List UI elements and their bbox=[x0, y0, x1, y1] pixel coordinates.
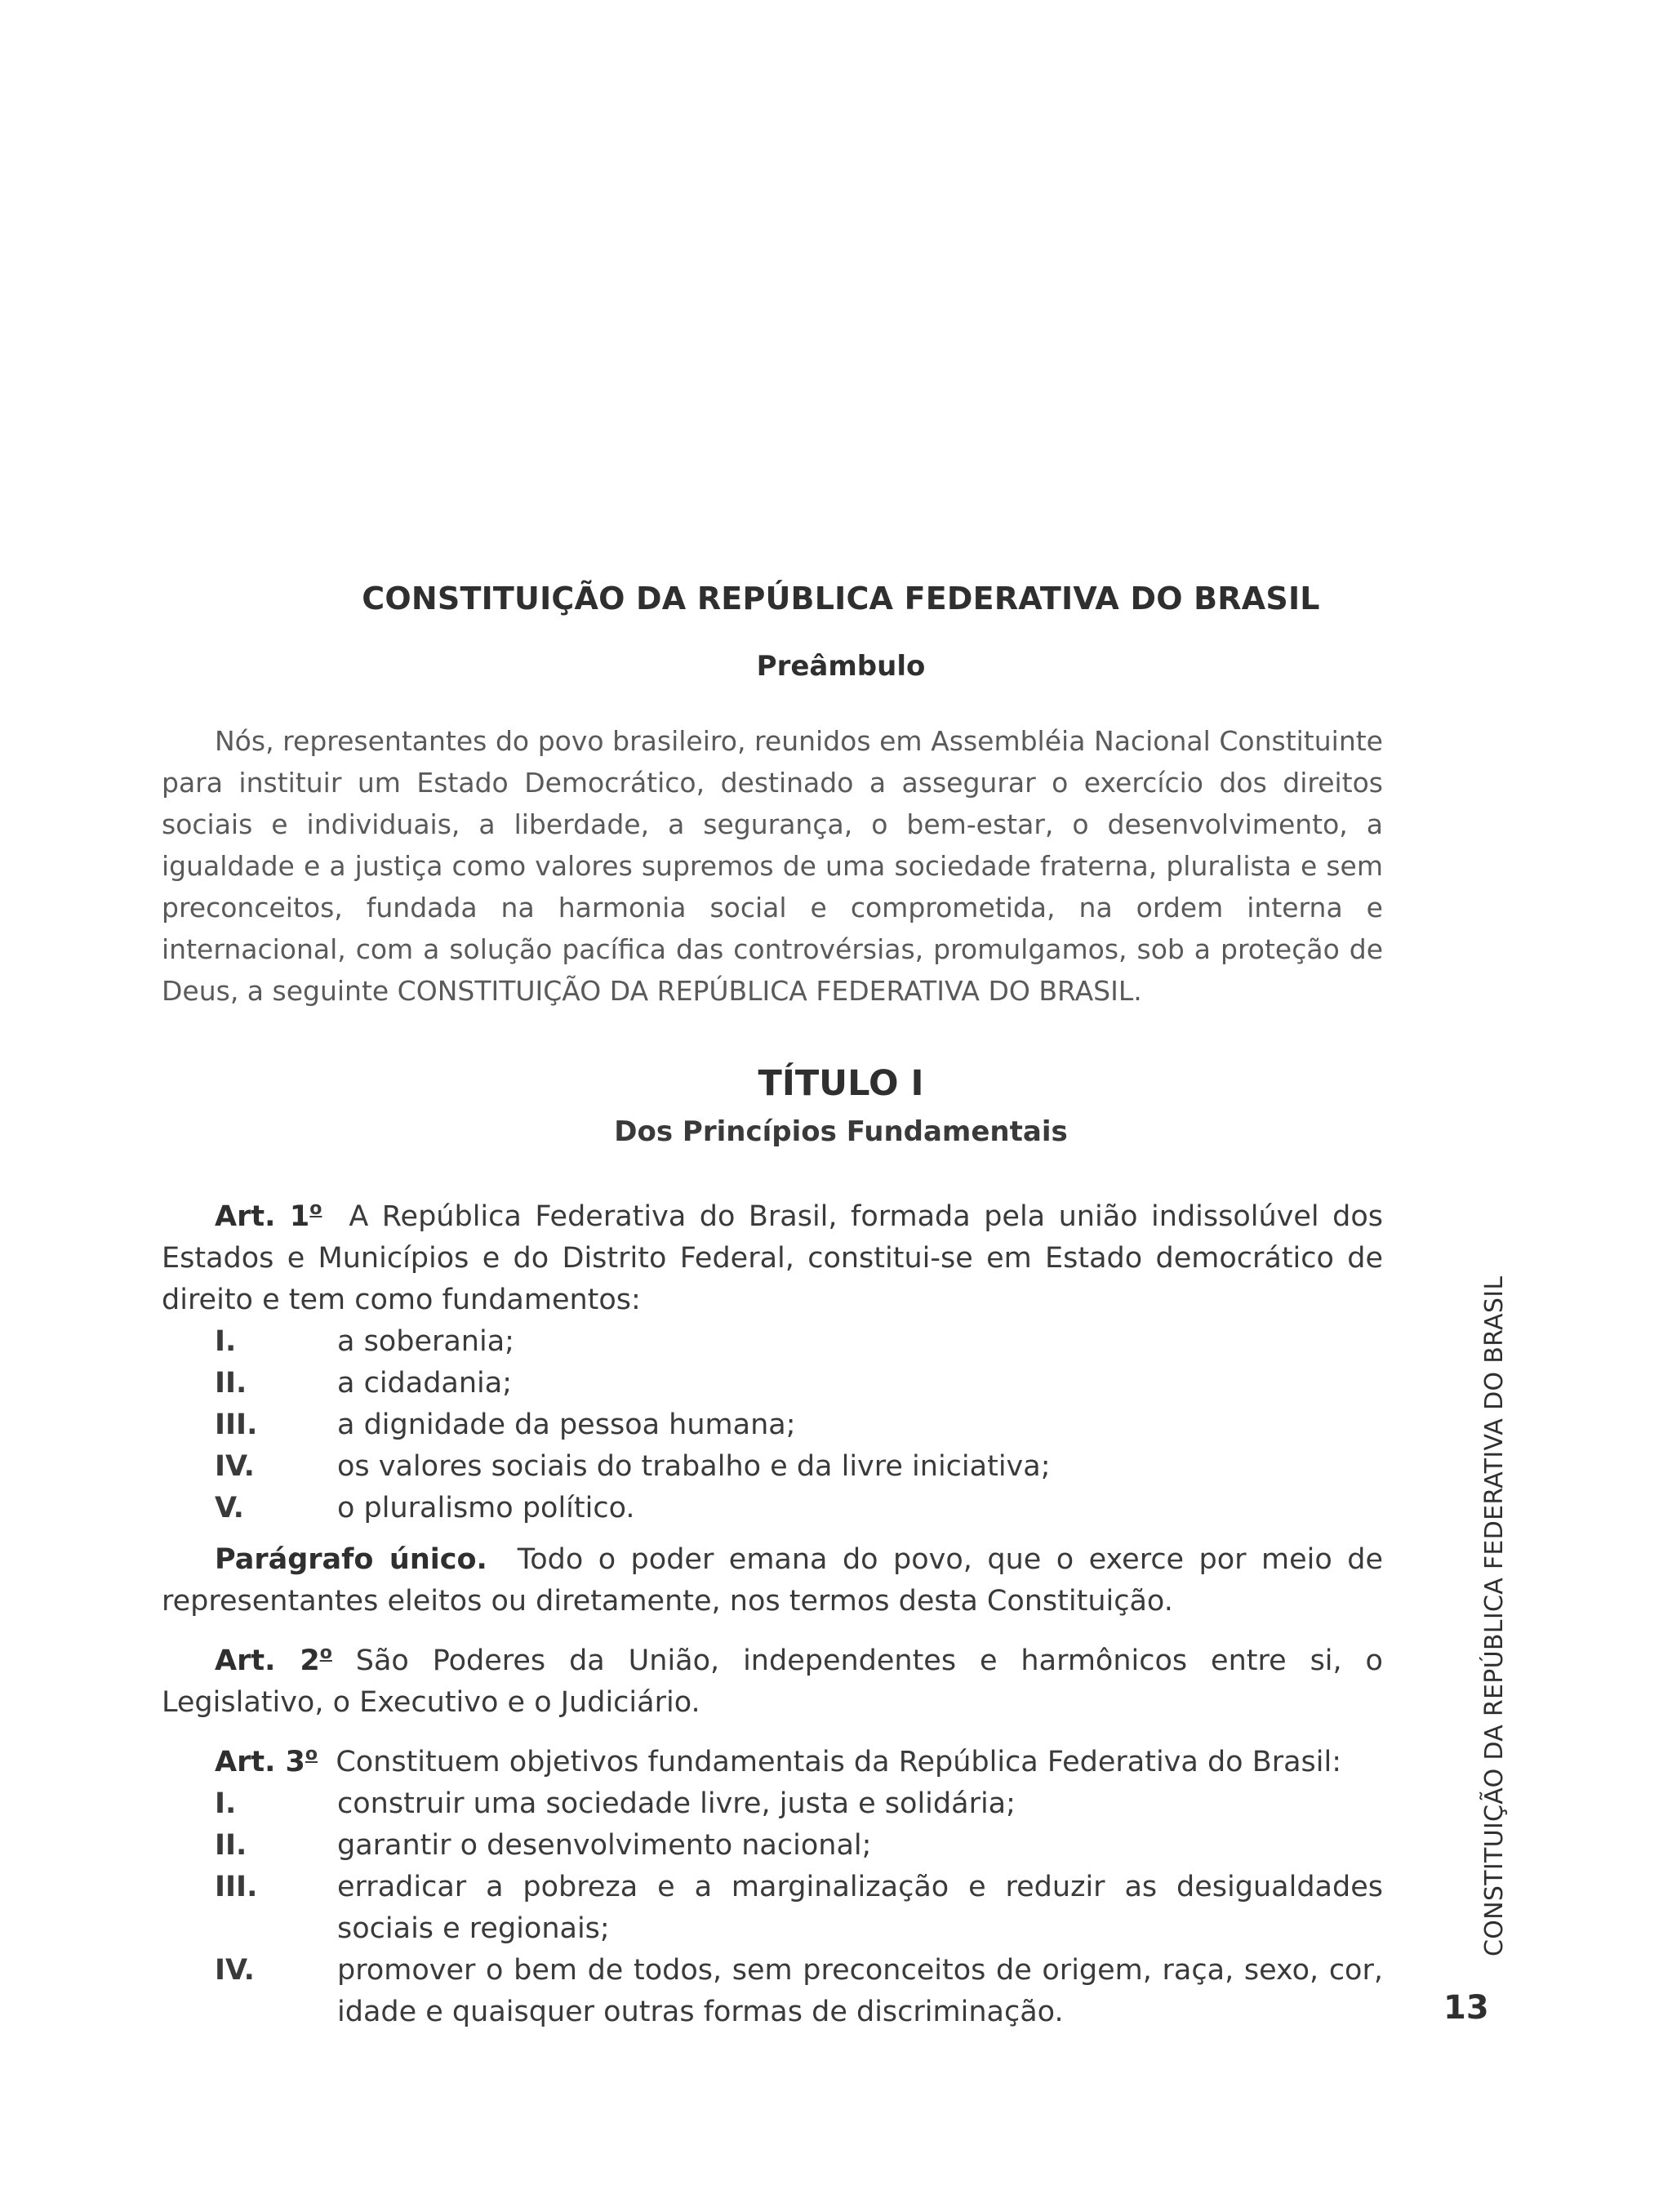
list-item-number: II. bbox=[215, 1829, 247, 1862]
list-item-number: I. bbox=[215, 1787, 237, 1820]
title-subheading: Dos Princípios Fundamentais bbox=[614, 1115, 1068, 1148]
list-item-number: IV. bbox=[215, 1954, 255, 1987]
running-header: CONSTITUIÇÃO DA REPÚBLICA FEDERATIVA DO BRASIL bbox=[1480, 1275, 1509, 1956]
document-title: CONSTITUIÇÃO DA REPÚBLICA FEDERATIVA DO BRASIL bbox=[362, 581, 1320, 616]
page-number: 13 bbox=[1443, 1989, 1489, 2027]
list-item-number: IV. bbox=[215, 1450, 255, 1483]
article-2-label: Art. 2 bbox=[215, 1645, 320, 1677]
list-item-number: III. bbox=[215, 1871, 258, 1903]
list-item bbox=[162, 1488, 1383, 1529]
article-1-ordinal: o bbox=[309, 1199, 322, 1219]
list-item-text: o pluralismo político. bbox=[337, 1492, 635, 1524]
list-item bbox=[162, 1363, 1383, 1404]
preamble-paragraph: Nós, representantes do povo brasileiro, reunidos em Assembléia Nacional Constituinte para instituir um Estado Democrático, destinado a assegurar o exercício dos direitos sociais e individuais, a liberdade, a segurança, o bem-estar, o desenvolvimento, a igualdade e a justiça como valores supremos de uma sociedade fraterna, pluralista e sem preconceitos, fundada na harmonia social e comprometida, na ordem interna e internacional, com a solução pacífica das controvérsias, promulgamos, sob a proteção de Deus, a seguinte CONSTITUIÇÃO DA REPÚBLICA FEDERATIVA DO BRASIL. bbox=[162, 725, 1383, 1007]
article-3-text: Constituem objetivos fundamentais da República Federativa do Brasil: bbox=[336, 1746, 1342, 1778]
sole-paragraph bbox=[162, 1539, 1383, 1622]
article-3-ordinal: o bbox=[305, 1744, 318, 1765]
list-item-number: I. bbox=[215, 1325, 237, 1358]
article-2-ordinal: o bbox=[319, 1643, 332, 1663]
article-1-text: A República Federativa do Brasil, formada pela união indissolúvel dos Estados e Municípios e do Distrito Federal, constitui-se em Estado democrático de direito e tem como fundamentos: bbox=[162, 1200, 1383, 1316]
article-3 bbox=[162, 1734, 1383, 1783]
list-item bbox=[162, 1321, 1383, 1363]
list-item-number: V. bbox=[215, 1492, 244, 1524]
article-3-list bbox=[162, 1783, 1383, 2033]
list-item-number: II. bbox=[215, 1367, 247, 1400]
preamble-heading: Preâmbulo bbox=[756, 650, 926, 683]
list-item-text: construir uma sociedade livre, justa e solidária; bbox=[337, 1787, 1016, 1820]
article-1-label: Art. 1 bbox=[215, 1200, 310, 1233]
article-1-list bbox=[162, 1321, 1383, 1529]
list-item bbox=[162, 1950, 1383, 2033]
list-item bbox=[162, 1825, 1383, 1867]
sole-paragraph-label: Parágrafo único. bbox=[215, 1543, 487, 1576]
article-2-text: São Poderes da União, independentes e harmônicos entre si, o Legislativo, o Executivo e o Judiciário. bbox=[162, 1645, 1383, 1719]
list-item bbox=[162, 1446, 1383, 1488]
sole-paragraph-text: Todo o poder emana do povo, que o exerce por meio de representantes eleitos ou diretamente, nos termos desta Constituição. bbox=[162, 1543, 1383, 1618]
list-item-text: garantir o desenvolvimento nacional; bbox=[337, 1829, 872, 1862]
title-heading: TÍTULO I bbox=[758, 1063, 924, 1104]
list-item bbox=[162, 1404, 1383, 1446]
list-item bbox=[162, 1867, 1383, 1950]
list-item-text: a dignidade da pessoa humana; bbox=[337, 1409, 796, 1441]
article-2 bbox=[162, 1632, 1383, 1724]
article-1 bbox=[162, 1188, 1383, 1321]
list-item-text: erradicar a pobreza e a marginalização e reduzir as desigualdades sociais e regionais; bbox=[337, 1871, 1383, 1945]
article-3-label: Art. 3 bbox=[215, 1746, 305, 1778]
list-item bbox=[162, 1783, 1383, 1825]
list-item-text: os valores sociais do trabalho e da livre iniciativa; bbox=[337, 1450, 1051, 1483]
list-item-text: a soberania; bbox=[337, 1325, 514, 1358]
list-item-text: promover o bem de todos, sem preconceitos de origem, raça, sexo, cor, idade e quaisquer outras formas de discriminação. bbox=[337, 1954, 1383, 2028]
list-item-text: a cidadania; bbox=[337, 1367, 513, 1400]
list-item-number: III. bbox=[215, 1409, 258, 1441]
articles-section bbox=[162, 1188, 1383, 2033]
